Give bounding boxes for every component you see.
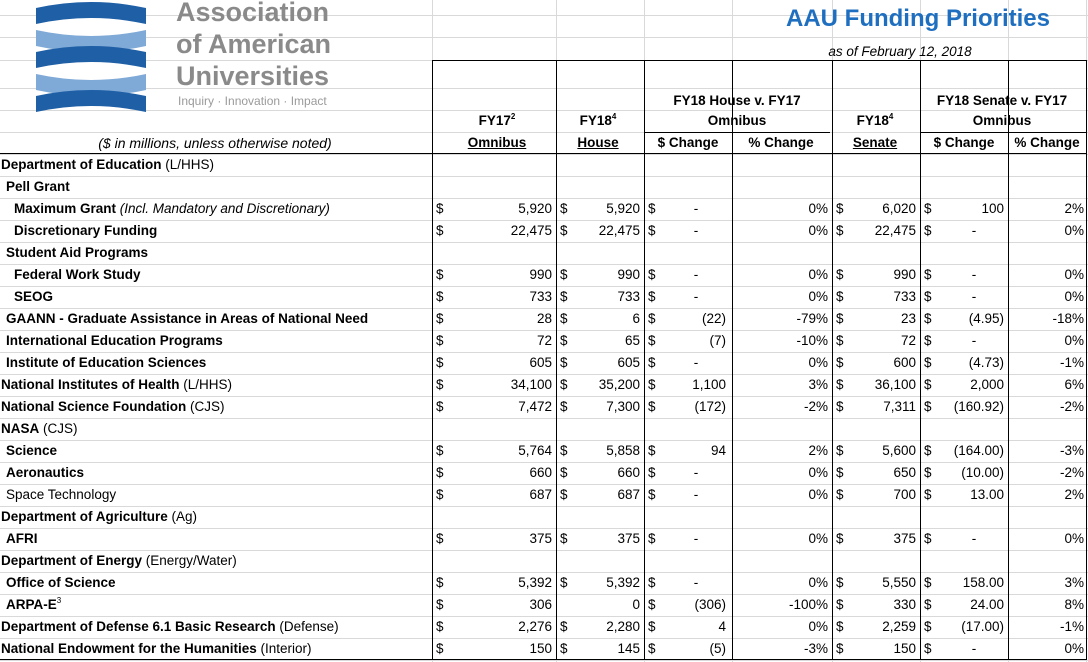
fy18-senate-value: 72	[900, 333, 916, 348]
row-label-text: GAANN - Graduate Assistance in Areas of National Need	[6, 311, 369, 326]
fy18-house-value: 990	[617, 267, 640, 282]
fy18-senate-dollar-sign: $	[836, 377, 844, 392]
row-label-text: National Science Foundation	[1, 399, 187, 414]
logo-line-1: Association	[176, 0, 330, 27]
fy17-value: 5,920	[518, 201, 552, 216]
row-label	[1, 418, 78, 440]
house-dollar-change: -	[693, 465, 699, 480]
fy17-value: 2,276	[518, 619, 552, 634]
fy18-senate-value: 150	[893, 641, 916, 656]
house-change-dollar-sign: $	[648, 465, 656, 480]
aau-logo	[30, 0, 430, 125]
house-dollar-change: -	[693, 531, 699, 546]
header-house-vs-2: Omnibus	[707, 113, 767, 128]
fy17-value: 990	[529, 267, 552, 282]
row-label-note: (CJS)	[39, 421, 78, 436]
aau-ribbon-icon	[36, 0, 146, 118]
row-label-footnote: 3	[56, 596, 62, 605]
fy17-value: 660	[529, 465, 552, 480]
senate-dollar-change: (164.00)	[953, 443, 1004, 458]
row-label	[6, 286, 53, 308]
senate-vs-underline	[920, 132, 1086, 133]
row-label	[1, 550, 237, 572]
fy18-house-dollar-sign: $	[560, 289, 568, 304]
row-label-note: (L/HHS)	[179, 377, 233, 392]
house-dollar-change: -	[693, 201, 699, 216]
fy18-senate-value: 733	[893, 289, 916, 304]
fy18-senate-dollar-sign: $	[836, 575, 844, 590]
row-label	[1, 616, 339, 638]
house-change-dollar-sign: $	[648, 597, 656, 612]
row-label-text: Institute of Education Sciences	[6, 355, 207, 370]
row-label-text: Science	[6, 443, 58, 458]
row-label-note: (Interior)	[256, 641, 312, 656]
fy17-dollar-sign: $	[436, 267, 444, 282]
header-fy17-omnibus: Omnibus	[467, 135, 527, 150]
fy18-senate-dollar-sign: $	[836, 531, 844, 546]
senate-change-dollar-sign: $	[924, 487, 932, 502]
senate-dollar-change: (4.73)	[968, 355, 1004, 370]
fy18-senate-value: 36,100	[874, 377, 916, 392]
row-label	[6, 594, 61, 616]
row-label	[1, 154, 214, 176]
header-house-vs-1: FY18 House v. FY17	[673, 93, 801, 108]
fy18-house-dollar-sign: $	[560, 311, 568, 326]
header-fy18-house: $FY18^4$	[579, 112, 617, 128]
row-label-note: (L/HHS)	[161, 157, 215, 172]
fy18-house-value: 2,280	[606, 619, 640, 634]
house-pct-change: 0%	[808, 289, 828, 304]
house-pct-change: -100%	[788, 597, 828, 612]
senate-dollar-change: (160.92)	[953, 399, 1004, 414]
header-fy17: $FY17^2$	[478, 112, 516, 128]
senate-change-dollar-sign: $	[924, 201, 932, 216]
logo-line-3: Universities	[176, 61, 330, 91]
house-dollar-change: 1,100	[692, 377, 726, 392]
senate-pct-change: 0%	[1064, 223, 1084, 238]
row-label-text: Pell Grant	[6, 179, 70, 194]
fy18-senate-dollar-sign: $	[836, 641, 844, 656]
fy18-house-value: 5,392	[606, 575, 640, 590]
senate-change-dollar-sign: $	[924, 267, 932, 282]
row-label	[6, 330, 223, 352]
house-dollar-change: (306)	[694, 597, 726, 612]
header-house-dollar-change: $ Change	[657, 135, 719, 150]
row-label	[6, 528, 38, 550]
fy17-dollar-sign: $	[436, 443, 444, 458]
row-gridline	[0, 176, 1088, 177]
fy18-senate-value: 990	[893, 267, 916, 282]
fy17-value: 72	[536, 333, 552, 348]
header-fy18-house-sub: House	[577, 135, 619, 150]
house-change-dollar-sign: $	[648, 223, 656, 238]
fy18-senate-dollar-sign: $	[836, 465, 844, 480]
row-label-text: National Endowment for the Humanities	[1, 641, 257, 656]
fy18-house-value: 687	[617, 487, 640, 502]
senate-change-dollar-sign: $	[924, 619, 932, 634]
senate-dollar-change: 158.00	[962, 575, 1004, 590]
units-note: ($ in millions, unless otherwise noted)	[98, 135, 332, 151]
fy18-senate-dollar-sign: $	[836, 289, 844, 304]
fy17-dollar-sign: $	[436, 465, 444, 480]
page-title: AAU Funding Priorities	[786, 5, 1050, 32]
row-label-text: Space Technology	[6, 487, 117, 502]
row-label	[6, 352, 206, 374]
fy17-dollar-sign: $	[436, 355, 444, 370]
house-dollar-change: (7)	[709, 333, 726, 348]
house-pct-change: 3%	[808, 377, 828, 392]
as-of-date: as of February 12, 2018	[828, 44, 972, 59]
senate-pct-change: 8%	[1064, 597, 1084, 612]
fy18-house-value: 5,920	[606, 201, 640, 216]
fy17-value: 28	[536, 311, 552, 326]
senate-change-dollar-sign: $	[924, 531, 932, 546]
house-change-dollar-sign: $	[648, 289, 656, 304]
senate-change-dollar-sign: $	[924, 597, 932, 612]
fy18-house-dollar-sign: $	[560, 377, 568, 392]
row-label	[1, 374, 232, 396]
row-gridline	[0, 418, 1088, 419]
row-label-note: (CJS)	[186, 399, 225, 414]
fy18-senate-value: 5,600	[882, 443, 916, 458]
fy17-value: 5,392	[518, 575, 552, 590]
fy17-dollar-sign: $	[436, 399, 444, 414]
fy17-dollar-sign: $	[436, 333, 444, 348]
senate-dollar-change: (10.00)	[961, 465, 1004, 480]
fy18-senate-dollar-sign: $	[836, 399, 844, 414]
fy18-house-value: 605	[617, 355, 640, 370]
house-pct-change: 0%	[808, 575, 828, 590]
fy18-senate-dollar-sign: $	[836, 487, 844, 502]
fy17-value: 150	[529, 641, 552, 656]
header-senate-pct-change: % Change	[1014, 135, 1080, 150]
house-change-dollar-sign: $	[648, 487, 656, 502]
fy18-house-dollar-sign: $	[560, 619, 568, 634]
fy18-house-value: 375	[617, 531, 640, 546]
house-dollar-change: -	[693, 355, 699, 370]
fy18-house-value: 145	[617, 641, 640, 656]
senate-pct-change: 0%	[1064, 333, 1084, 348]
senate-dollar-change: -	[971, 267, 977, 282]
house-change-dollar-sign: $	[648, 311, 656, 326]
fy18-senate-value: 700	[893, 487, 916, 502]
house-pct-change: 0%	[808, 267, 828, 282]
row-label-text: Maximum Grant	[14, 201, 117, 216]
fy18-senate-dollar-sign: $	[836, 443, 844, 458]
fy18-house-value: 660	[617, 465, 640, 480]
senate-change-dollar-sign: $	[924, 333, 932, 348]
column-border	[920, 60, 921, 660]
fy18-house-dollar-sign: $	[560, 443, 568, 458]
senate-dollar-change: (4.95)	[968, 311, 1004, 326]
header-fy18-senate: $FY18^4$	[856, 112, 894, 128]
house-pct-change: -2%	[803, 399, 828, 414]
fy17-value: 687	[529, 487, 552, 502]
house-pct-change: 2%	[808, 443, 828, 458]
fy18-house-value: 5,858	[606, 443, 640, 458]
fy18-house-value: 6	[632, 311, 640, 326]
fy18-house-dollar-sign: $	[560, 399, 568, 414]
senate-dollar-change: -	[971, 333, 977, 348]
senate-change-dollar-sign: $	[924, 355, 932, 370]
house-pct-change: 0%	[808, 201, 828, 216]
header-senate-dollar-change: $ Change	[933, 135, 995, 150]
row-label-text: NASA	[1, 421, 40, 436]
fy17-value: 733	[529, 289, 552, 304]
fy18-house-value: 7,300	[606, 399, 640, 414]
house-pct-change: 0%	[808, 465, 828, 480]
house-pct-change: 0%	[808, 487, 828, 502]
fy18-senate-value: 650	[893, 465, 916, 480]
house-pct-change: 0%	[808, 531, 828, 546]
house-dollar-change: (172)	[694, 399, 726, 414]
senate-dollar-change: (17.00)	[961, 619, 1004, 634]
fy18-house-value: 35,200	[598, 377, 640, 392]
fy18-senate-value: 375	[893, 531, 916, 546]
senate-change-dollar-sign: $	[924, 399, 932, 414]
row-label-text: ARPA-E	[6, 597, 57, 612]
fy18-house-value: 65	[624, 333, 640, 348]
row-label	[6, 220, 157, 242]
row-label-text: Department of Agriculture	[1, 509, 168, 524]
house-dollar-change: -	[693, 223, 699, 238]
fy18-senate-dollar-sign: $	[836, 311, 844, 326]
row-label-text: Department of Defense 6.1 Basic Research	[1, 619, 276, 634]
row-label-text: Student Aid Programs	[6, 245, 149, 260]
fy17-dollar-sign: $	[436, 223, 444, 238]
row-label	[6, 198, 330, 220]
senate-pct-change: 3%	[1064, 575, 1084, 590]
row-label-note: (Ag)	[167, 509, 198, 524]
senate-dollar-change: 24.00	[970, 597, 1004, 612]
row-label	[1, 396, 225, 418]
senate-pct-change: -1%	[1059, 355, 1084, 370]
fy18-senate-value: 6,020	[882, 201, 916, 216]
house-dollar-change: -	[693, 575, 699, 590]
house-change-dollar-sign: $	[648, 355, 656, 370]
fy17-dollar-sign: $	[436, 531, 444, 546]
senate-pct-change: -18%	[1052, 311, 1084, 326]
senate-change-dollar-sign: $	[924, 223, 932, 238]
senate-change-dollar-sign: $	[924, 289, 932, 304]
fy17-value: 375	[529, 531, 552, 546]
row-label-text: International Education Programs	[6, 333, 223, 348]
senate-change-dollar-sign: $	[924, 641, 932, 656]
senate-pct-change: 6%	[1064, 377, 1084, 392]
row-label-text: SEOG	[14, 289, 54, 304]
fy18-senate-dollar-sign: $	[836, 267, 844, 282]
row-label-note: (Defense)	[275, 619, 339, 634]
fy18-house-dollar-sign: $	[560, 575, 568, 590]
row-label	[6, 176, 70, 198]
fy17-dollar-sign: $	[436, 641, 444, 656]
fy17-dollar-sign: $	[436, 619, 444, 634]
senate-pct-change: 2%	[1064, 487, 1084, 502]
house-dollar-change: -	[693, 487, 699, 502]
fy18-house-dollar-sign: $	[560, 355, 568, 370]
senate-pct-change: -1%	[1059, 619, 1084, 634]
senate-pct-change: -2%	[1059, 465, 1084, 480]
fy17-dollar-sign: $	[436, 377, 444, 392]
row-label-text: AFRI	[6, 531, 38, 546]
senate-dollar-change: -	[971, 531, 977, 546]
fy18-house-dollar-sign: $	[560, 487, 568, 502]
row-label	[6, 440, 57, 462]
logo-line-2: of American	[176, 29, 332, 59]
fy18-senate-dollar-sign: $	[836, 355, 844, 370]
fy18-senate-dollar-sign: $	[836, 619, 844, 634]
row-label	[1, 638, 312, 660]
row-label-text: National Institutes of Health	[1, 377, 180, 392]
row-gridline	[0, 660, 1088, 661]
senate-dollar-change: -	[971, 641, 977, 656]
house-dollar-change: -	[693, 267, 699, 282]
house-pct-change: -10%	[796, 333, 828, 348]
row-label	[6, 572, 116, 594]
house-change-dollar-sign: $	[648, 575, 656, 590]
house-change-dollar-sign: $	[648, 377, 656, 392]
fy18-senate-value: 5,550	[882, 575, 916, 590]
fy17-value: 7,472	[518, 399, 552, 414]
column-border	[1086, 60, 1087, 660]
fy18-senate-dollar-sign: $	[836, 201, 844, 216]
fy18-senate-value: 2,259	[882, 619, 916, 634]
senate-change-dollar-sign: $	[924, 465, 932, 480]
fy18-senate-dollar-sign: $	[836, 333, 844, 348]
house-change-dollar-sign: $	[648, 443, 656, 458]
fy18-senate-value: 330	[893, 597, 916, 612]
row-label-text: Office of Science	[6, 575, 116, 590]
senate-pct-change: -3%	[1059, 443, 1084, 458]
fy17-value: 5,764	[518, 443, 552, 458]
row-label	[6, 484, 116, 506]
fy17-dollar-sign: $	[436, 487, 444, 502]
house-dollar-change: 4	[718, 619, 726, 634]
senate-pct-change: 2%	[1064, 201, 1084, 216]
fy18-house-dollar-sign: $	[560, 641, 568, 656]
fy18-house-dollar-sign: $	[560, 267, 568, 282]
fy18-house-dollar-sign: $	[560, 201, 568, 216]
senate-change-dollar-sign: $	[924, 575, 932, 590]
house-change-dollar-sign: $	[648, 531, 656, 546]
fy17-dollar-sign: $	[436, 201, 444, 216]
house-pct-change: 0%	[808, 355, 828, 370]
row-label-note: (Incl. Mandatory and Discretionary)	[116, 201, 330, 216]
fy18-house-value: 22,475	[598, 223, 640, 238]
senate-pct-change: 0%	[1064, 267, 1084, 282]
senate-change-dollar-sign: $	[924, 311, 932, 326]
row-label-text: Discretionary Funding	[14, 223, 158, 238]
fy17-dollar-sign: $	[436, 289, 444, 304]
header-house-pct-change: % Change	[748, 135, 814, 150]
fy17-value: 306	[529, 597, 552, 612]
senate-dollar-change: 13.00	[970, 487, 1004, 502]
house-change-dollar-sign: $	[648, 201, 656, 216]
fy18-senate-dollar-sign: $	[836, 223, 844, 238]
header-fy18-senate-sub: Senate	[852, 135, 898, 150]
house-pct-change: 0%	[808, 619, 828, 634]
logo-tagline: Inquiry · Innovation · Impact	[178, 94, 327, 108]
row-label-text: Aeronautics	[6, 465, 85, 480]
row-label	[6, 242, 148, 264]
fy18-senate-value: 23	[900, 311, 916, 326]
senate-dollar-change: 2,000	[970, 377, 1004, 392]
house-change-dollar-sign: $	[648, 333, 656, 348]
senate-dollar-change: -	[971, 223, 977, 238]
row-label-text: Department of Education	[1, 157, 162, 172]
row-label	[6, 462, 84, 484]
house-change-dollar-sign: $	[648, 619, 656, 634]
fy18-house-value: 733	[617, 289, 640, 304]
fy18-house-dollar-sign: $	[560, 333, 568, 348]
house-pct-change: -79%	[796, 311, 828, 326]
house-pct-change: 0%	[808, 223, 828, 238]
fy17-dollar-sign: $	[436, 597, 444, 612]
fy18-senate-value: 22,475	[874, 223, 916, 238]
fy18-house-value: 0	[632, 597, 640, 612]
senate-dollar-change: 100	[981, 201, 1004, 216]
fy17-dollar-sign: $	[436, 575, 444, 590]
fy17-value: 34,100	[510, 377, 552, 392]
fy17-value: 22,475	[510, 223, 552, 238]
house-change-dollar-sign: $	[648, 641, 656, 656]
senate-pct-change: 0%	[1064, 531, 1084, 546]
senate-dollar-change: -	[971, 289, 977, 304]
house-dollar-change: -	[693, 289, 699, 304]
fy18-senate-dollar-sign: $	[836, 597, 844, 612]
row-label-text: Federal Work Study	[14, 267, 141, 282]
row-label-text: Department of Energy	[1, 553, 143, 568]
row-label	[6, 264, 141, 286]
house-vs-underline	[644, 132, 830, 133]
row-label-note: (Energy/Water)	[142, 553, 237, 568]
house-dollar-change: (22)	[701, 311, 726, 326]
senate-pct-change: 0%	[1064, 289, 1084, 304]
senate-change-dollar-sign: $	[924, 443, 932, 458]
senate-pct-change: -2%	[1059, 399, 1084, 414]
fy17-dollar-sign: $	[436, 311, 444, 326]
row-label	[6, 308, 368, 330]
header-senate-vs-1: FY18 Senate v. FY17	[936, 93, 1068, 108]
row-label	[1, 506, 197, 528]
fy18-house-dollar-sign: $	[560, 465, 568, 480]
house-dollar-change: 94	[710, 443, 726, 458]
house-dollar-change: (5)	[709, 641, 726, 656]
fy18-house-dollar-sign: $	[560, 531, 568, 546]
fy18-house-dollar-sign: $	[560, 223, 568, 238]
senate-change-dollar-sign: $	[924, 377, 932, 392]
header-senate-vs-2: Omnibus	[972, 113, 1032, 128]
fy18-senate-value: 600	[893, 355, 916, 370]
row-gridline	[0, 242, 1088, 243]
house-change-dollar-sign: $	[648, 267, 656, 282]
fy18-senate-value: 7,311	[883, 399, 916, 414]
house-pct-change: -3%	[803, 641, 828, 656]
fy17-value: 605	[529, 355, 552, 370]
column-border	[644, 60, 645, 660]
house-change-dollar-sign: $	[648, 399, 656, 414]
senate-pct-change: 0%	[1064, 641, 1084, 656]
